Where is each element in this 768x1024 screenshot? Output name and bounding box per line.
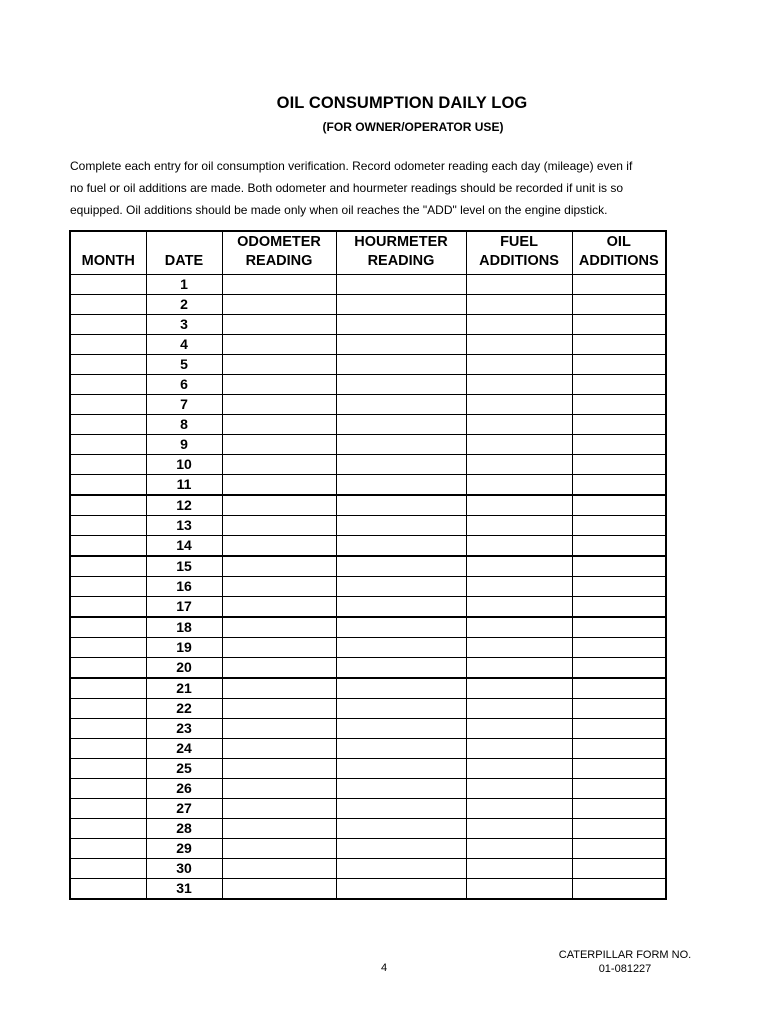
oil-additions-cell[interactable] (572, 699, 666, 719)
date-cell: 11 (146, 475, 222, 496)
hourmeter-cell[interactable] (336, 516, 466, 536)
oil-additions-column-header (572, 231, 666, 275)
month-cell[interactable] (70, 275, 146, 295)
date-cell: 14 (146, 536, 222, 557)
hourmeter-cell[interactable] (336, 577, 466, 597)
hourmeter-cell[interactable] (336, 617, 466, 638)
header-line: READING (367, 253, 435, 269)
fuel-additions-cell[interactable] (466, 719, 572, 739)
date-cell: 9 (146, 435, 222, 455)
form-label: CATERPILLAR FORM NO. (558, 949, 692, 961)
fuel-additions-cell[interactable] (466, 395, 572, 415)
header-line: ADDITIONS (578, 253, 659, 269)
month-cell[interactable] (70, 859, 146, 879)
date-cell: 26 (146, 779, 222, 799)
hourmeter-cell[interactable] (336, 315, 466, 335)
odometer-cell[interactable] (222, 819, 336, 839)
date-cell: 17 (146, 597, 222, 618)
odometer-cell[interactable] (222, 879, 336, 900)
date-cell: 16 (146, 577, 222, 597)
oil-additions-cell[interactable] (572, 879, 666, 900)
fuel-additions-cell[interactable] (466, 295, 572, 315)
hourmeter-cell[interactable] (336, 395, 466, 415)
instructions-line: Complete each entry for oil consumption verification. Record odometer reading each day (mileage) even if (70, 159, 633, 173)
month-cell[interactable] (70, 879, 146, 900)
fuel-additions-cell[interactable] (466, 759, 572, 779)
fuel-additions-cell[interactable] (466, 355, 572, 375)
fuel-additions-cell[interactable] (466, 879, 572, 900)
date-cell: 1 (146, 275, 222, 295)
table-row (70, 799, 666, 819)
fuel-additions-cell[interactable] (466, 556, 572, 577)
hourmeter-cell[interactable] (336, 495, 466, 516)
odometer-cell[interactable] (222, 435, 336, 455)
month-cell[interactable] (70, 638, 146, 658)
table-row (70, 435, 666, 455)
hourmeter-cell[interactable] (336, 779, 466, 799)
date-cell: 10 (146, 455, 222, 475)
odometer-cell[interactable] (222, 335, 336, 355)
hourmeter-cell[interactable] (336, 415, 466, 435)
fuel-additions-cell[interactable] (466, 375, 572, 395)
date-cell: 18 (146, 617, 222, 638)
fuel-additions-cell[interactable] (466, 597, 572, 618)
table-row (70, 617, 666, 638)
fuel-additions-cell[interactable] (466, 516, 572, 536)
odometer-cell[interactable] (222, 375, 336, 395)
fuel-additions-cell[interactable] (466, 577, 572, 597)
oil-additions-cell[interactable] (572, 395, 666, 415)
oil-additions-cell[interactable] (572, 678, 666, 699)
month-cell[interactable] (70, 799, 146, 819)
instructions-line: equipped. Oil additions should be made only when oil reaches the "ADD" level on the engine dipstick. (70, 203, 608, 217)
fuel-additions-cell[interactable] (466, 435, 572, 455)
odometer-cell[interactable] (222, 495, 336, 516)
header-line: READING (245, 253, 313, 269)
fuel-additions-cell[interactable] (466, 638, 572, 658)
date-cell: 7 (146, 395, 222, 415)
fuel-additions-cell[interactable] (466, 739, 572, 759)
month-cell[interactable] (70, 658, 146, 679)
month-cell[interactable] (70, 617, 146, 638)
hourmeter-cell[interactable] (336, 799, 466, 819)
month-cell[interactable] (70, 415, 146, 435)
fuel-additions-cell[interactable] (466, 475, 572, 496)
oil-additions-cell[interactable] (572, 495, 666, 516)
hourmeter-cell[interactable] (336, 295, 466, 315)
fuel-additions-cell[interactable] (466, 839, 572, 859)
oil-additions-cell[interactable] (572, 375, 666, 395)
hourmeter-cell[interactable] (336, 839, 466, 859)
hourmeter-cell[interactable] (336, 597, 466, 618)
table-row (70, 415, 666, 435)
table-row (70, 597, 666, 618)
odometer-cell[interactable] (222, 395, 336, 415)
month-cell[interactable] (70, 516, 146, 536)
hourmeter-column-header (336, 231, 466, 275)
table-row (70, 638, 666, 658)
odometer-cell[interactable] (222, 839, 336, 859)
date-cell: 15 (146, 556, 222, 577)
oil-additions-cell[interactable] (572, 355, 666, 375)
odometer-cell[interactable] (222, 719, 336, 739)
date-cell: 23 (146, 719, 222, 739)
date-cell: 13 (146, 516, 222, 536)
odometer-cell[interactable] (222, 315, 336, 335)
table-row (70, 719, 666, 739)
month-cell[interactable] (70, 536, 146, 557)
form-number-block (540, 948, 710, 976)
table-row (70, 395, 666, 415)
odometer-cell[interactable] (222, 779, 336, 799)
header-line: HOURMETER (354, 234, 448, 250)
odometer-cell[interactable] (222, 759, 336, 779)
month-cell[interactable] (70, 295, 146, 315)
date-cell: 19 (146, 638, 222, 658)
month-cell[interactable] (70, 556, 146, 577)
oil-additions-cell[interactable] (572, 516, 666, 536)
fuel-additions-cell[interactable] (466, 536, 572, 557)
table-row (70, 516, 666, 536)
fuel-additions-cell[interactable] (466, 275, 572, 295)
instructions-line: no fuel or oil additions are made. Both odometer and hourmeter readings should be recorded if unit is so (70, 181, 623, 195)
month-cell[interactable] (70, 759, 146, 779)
oil-additions-cell[interactable] (572, 638, 666, 658)
oil-log-table (69, 230, 667, 900)
table-row (70, 455, 666, 475)
odometer-cell[interactable] (222, 597, 336, 618)
hourmeter-cell[interactable] (336, 699, 466, 719)
date-column-header (146, 231, 222, 275)
date-cell: 20 (146, 658, 222, 679)
oil-log-table-body (70, 275, 666, 900)
month-cell[interactable] (70, 839, 146, 859)
table-row (70, 536, 666, 557)
odometer-cell[interactable] (222, 617, 336, 638)
oil-additions-cell[interactable] (572, 275, 666, 295)
hourmeter-cell[interactable] (336, 658, 466, 679)
fuel-additions-cell[interactable] (466, 617, 572, 638)
fuel-additions-cell[interactable] (466, 859, 572, 879)
month-cell[interactable] (70, 779, 146, 799)
table-row (70, 739, 666, 759)
odometer-cell[interactable] (222, 799, 336, 819)
oil-additions-cell[interactable] (572, 577, 666, 597)
hourmeter-cell[interactable] (336, 819, 466, 839)
hourmeter-cell[interactable] (336, 435, 466, 455)
table-row (70, 556, 666, 577)
odometer-column-header (222, 231, 336, 275)
month-cell[interactable] (70, 315, 146, 335)
fuel-additions-cell[interactable] (466, 415, 572, 435)
date-cell: 22 (146, 699, 222, 719)
table-row (70, 839, 666, 859)
oil-additions-cell[interactable] (572, 295, 666, 315)
date-cell: 21 (146, 678, 222, 699)
odometer-cell[interactable] (222, 699, 336, 719)
fuel-additions-cell[interactable] (466, 455, 572, 475)
oil-additions-cell[interactable] (572, 536, 666, 557)
header-line: MONTH (81, 253, 135, 269)
date-cell: 27 (146, 799, 222, 819)
odometer-cell[interactable] (222, 577, 336, 597)
header-line: ADDITIONS (479, 253, 559, 269)
odometer-cell[interactable] (222, 658, 336, 679)
oil-additions-cell[interactable] (572, 658, 666, 679)
odometer-cell[interactable] (222, 556, 336, 577)
month-cell[interactable] (70, 819, 146, 839)
table-header-row (70, 231, 666, 275)
hourmeter-cell[interactable] (336, 536, 466, 557)
oil-additions-cell[interactable] (572, 475, 666, 496)
month-cell[interactable] (70, 335, 146, 355)
date-cell: 28 (146, 819, 222, 839)
month-cell[interactable] (70, 739, 146, 759)
oil-additions-cell[interactable] (572, 556, 666, 577)
oil-additions-cell[interactable] (572, 739, 666, 759)
odometer-cell[interactable] (222, 455, 336, 475)
fuel-additions-cell[interactable] (466, 819, 572, 839)
table-row (70, 859, 666, 879)
month-cell[interactable] (70, 678, 146, 699)
table-row (70, 295, 666, 315)
hourmeter-cell[interactable] (336, 335, 466, 355)
header-line: DATE (164, 253, 204, 269)
table-row (70, 699, 666, 719)
odometer-cell[interactable] (222, 638, 336, 658)
date-cell: 3 (146, 315, 222, 335)
month-cell[interactable] (70, 395, 146, 415)
odometer-cell[interactable] (222, 678, 336, 699)
table-row (70, 275, 666, 295)
odometer-cell[interactable] (222, 739, 336, 759)
odometer-cell[interactable] (222, 415, 336, 435)
oil-additions-cell[interactable] (572, 819, 666, 839)
date-cell: 2 (146, 295, 222, 315)
month-cell[interactable] (70, 375, 146, 395)
header-line: FUEL (500, 234, 538, 250)
fuel-additions-cell[interactable] (466, 699, 572, 719)
form-number: 01-081227 (598, 963, 652, 975)
hourmeter-cell[interactable] (336, 556, 466, 577)
page-number: 4 (380, 962, 388, 974)
oil-additions-cell[interactable] (572, 617, 666, 638)
table-row (70, 475, 666, 496)
oil-additions-cell[interactable] (572, 779, 666, 799)
table-row (70, 495, 666, 516)
document-title: OIL CONSUMPTION DAILY LOG (276, 94, 528, 112)
odometer-cell[interactable] (222, 355, 336, 375)
month-cell[interactable] (70, 699, 146, 719)
fuel-additions-cell[interactable] (466, 335, 572, 355)
hourmeter-cell[interactable] (336, 375, 466, 395)
oil-additions-cell[interactable] (572, 597, 666, 618)
header-line: ODOMETER (237, 234, 321, 250)
table-row (70, 678, 666, 699)
odometer-cell[interactable] (222, 275, 336, 295)
oil-additions-cell[interactable] (572, 335, 666, 355)
date-cell: 29 (146, 839, 222, 859)
month-column-header (70, 231, 146, 275)
table-row (70, 819, 666, 839)
date-cell: 24 (146, 739, 222, 759)
oil-additions-cell[interactable] (572, 415, 666, 435)
fuel-additions-cell[interactable] (466, 495, 572, 516)
table-row (70, 759, 666, 779)
hourmeter-cell[interactable] (336, 759, 466, 779)
month-cell[interactable] (70, 355, 146, 375)
table-row (70, 658, 666, 679)
oil-additions-cell[interactable] (572, 315, 666, 335)
hourmeter-cell[interactable] (336, 678, 466, 699)
oil-additions-cell[interactable] (572, 759, 666, 779)
oil-additions-cell[interactable] (572, 455, 666, 475)
table-row (70, 779, 666, 799)
table-row (70, 879, 666, 900)
header-line: OIL (606, 234, 631, 250)
table-row (70, 375, 666, 395)
document-subtitle: (FOR OWNER/OPERATOR USE) (322, 120, 504, 134)
month-cell[interactable] (70, 495, 146, 516)
table-row (70, 577, 666, 597)
table-row (70, 355, 666, 375)
odometer-cell[interactable] (222, 859, 336, 879)
odometer-cell[interactable] (222, 516, 336, 536)
date-cell: 31 (146, 879, 222, 900)
date-cell: 4 (146, 335, 222, 355)
month-cell[interactable] (70, 577, 146, 597)
instructions-paragraph (70, 155, 670, 221)
hourmeter-cell[interactable] (336, 275, 466, 295)
oil-additions-cell[interactable] (572, 799, 666, 819)
oil-additions-cell[interactable] (572, 839, 666, 859)
month-cell[interactable] (70, 719, 146, 739)
hourmeter-cell[interactable] (336, 475, 466, 496)
date-cell: 8 (146, 415, 222, 435)
date-cell: 6 (146, 375, 222, 395)
date-cell: 5 (146, 355, 222, 375)
odometer-cell[interactable] (222, 475, 336, 496)
odometer-cell[interactable] (222, 536, 336, 557)
hourmeter-cell[interactable] (336, 879, 466, 900)
hourmeter-cell[interactable] (336, 638, 466, 658)
table-row (70, 335, 666, 355)
fuel-additions-cell[interactable] (466, 315, 572, 335)
table-row (70, 315, 666, 335)
hourmeter-cell[interactable] (336, 455, 466, 475)
fuel-additions-cell[interactable] (466, 658, 572, 679)
date-cell: 25 (146, 759, 222, 779)
fuel-additions-cell[interactable] (466, 799, 572, 819)
hourmeter-cell[interactable] (336, 739, 466, 759)
month-cell[interactable] (70, 455, 146, 475)
date-cell: 12 (146, 495, 222, 516)
month-cell[interactable] (70, 435, 146, 455)
month-cell[interactable] (70, 597, 146, 618)
hourmeter-cell[interactable] (336, 719, 466, 739)
oil-additions-cell[interactable] (572, 859, 666, 879)
month-cell[interactable] (70, 475, 146, 496)
odometer-cell[interactable] (222, 295, 336, 315)
fuel-additions-column-header (466, 231, 572, 275)
fuel-additions-cell[interactable] (466, 678, 572, 699)
oil-additions-cell[interactable] (572, 719, 666, 739)
fuel-additions-cell[interactable] (466, 779, 572, 799)
hourmeter-cell[interactable] (336, 859, 466, 879)
hourmeter-cell[interactable] (336, 355, 466, 375)
oil-additions-cell[interactable] (572, 435, 666, 455)
date-cell: 30 (146, 859, 222, 879)
